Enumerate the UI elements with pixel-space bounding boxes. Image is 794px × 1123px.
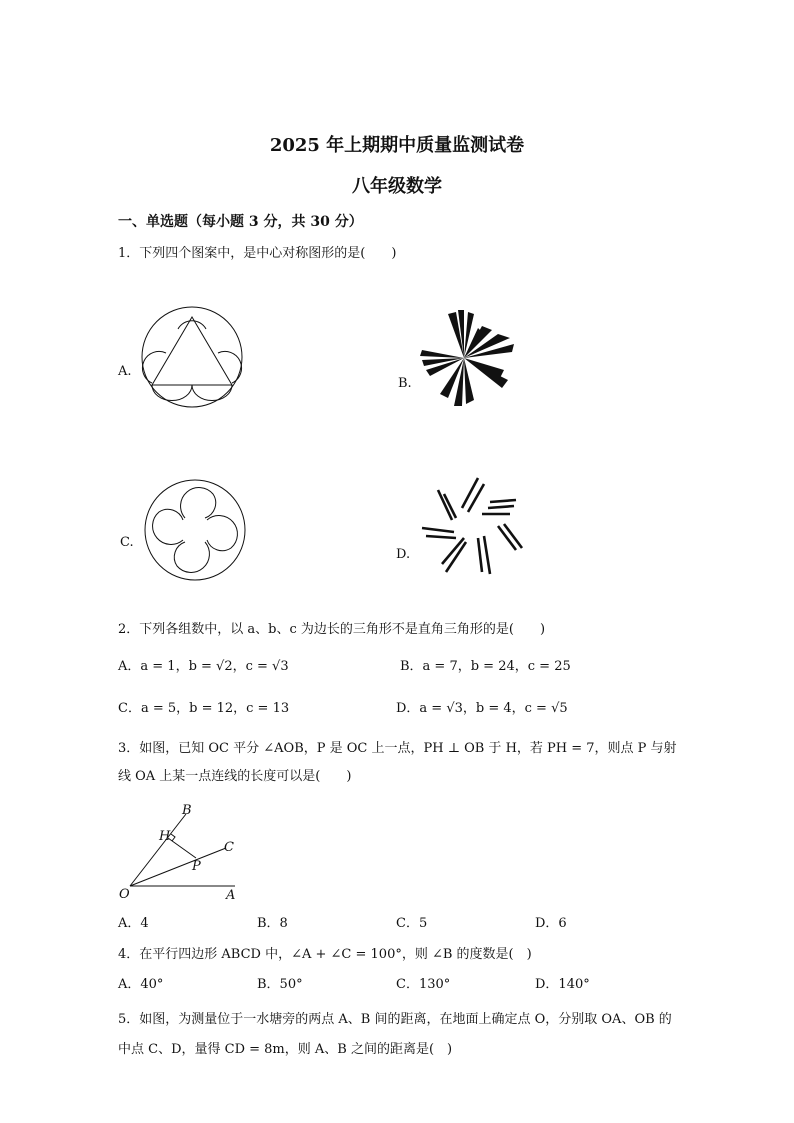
q1-label-c: C. (120, 535, 134, 550)
q1-figure-a (140, 305, 244, 409)
q1-figure-c (143, 478, 247, 582)
q2-option-b[interactable]: B．a = 7，b = 24，c = 25 (400, 659, 571, 674)
q1-figure-b (418, 308, 516, 408)
page-subtitle: 八年级数学 (352, 176, 442, 197)
page-title: 2025 年上期期中质量监测试卷 (269, 135, 525, 156)
q3-angle-figure (118, 800, 246, 904)
q3-option-a[interactable]: A．4 (118, 916, 149, 931)
label-o: O (119, 887, 130, 902)
question-3-stem-line1: 3．如图，已知 OC 平分 ∠AOB，P 是 OC 上一点，PH ⊥ OB 于 H，若 PH = 7，则点 P 与射 (118, 741, 677, 756)
label-h: H (159, 829, 171, 844)
question-1-stem: 1．下列四个图案中，是中心对称图形的是( ) (118, 246, 397, 261)
q3-option-d[interactable]: D．6 (535, 916, 567, 931)
q2-option-a[interactable]: A．a = 1，b = √2，c = √3 (118, 659, 289, 674)
q4-option-d[interactable]: D．140° (535, 977, 590, 992)
q4-option-c[interactable]: C．130° (396, 977, 451, 992)
q1-label-b: B. (398, 376, 412, 391)
q1-figure-d (418, 476, 524, 580)
question-4-stem: 4．在平行四边形 ABCD 中，∠A + ∠C = 100°，则 ∠B 的度数是( ) (118, 947, 532, 962)
question-5-stem-line2: 中点 C、D，量得 CD = 8m，则 A、B 之间的距离是( ) (118, 1042, 453, 1057)
q1-label-d: D. (396, 547, 411, 562)
q4-option-a[interactable]: A．40° (118, 977, 164, 992)
label-a: A (226, 888, 236, 903)
q1-label-a: A. (118, 364, 132, 379)
q2-option-d[interactable]: D．a = √3，b = 4，c = √5 (396, 701, 568, 716)
q3-option-b[interactable]: B．8 (257, 916, 288, 931)
q2-option-c[interactable]: C．a = 5，b = 12，c = 13 (118, 701, 290, 716)
label-p: P (192, 859, 201, 874)
question-3-stem-line2: 线 OA 上某一点连线的长度可以是( ) (118, 769, 352, 784)
question-5-stem-line1: 5．如图，为测量位于一水塘旁的两点 A、B 间的距离，在地面上确定点 O，分别取 OA、OB 的 (118, 1012, 672, 1027)
label-c: C (224, 840, 234, 855)
question-2-stem: 2．下列各组数中，以 a、b、c 为边长的三角形不是直角三角形的是( ) (118, 622, 546, 637)
q3-option-c[interactable]: C．5 (396, 916, 428, 931)
section-heading: 一、单选题（每小题 3 分，共 30 分） (118, 214, 363, 230)
q4-option-b[interactable]: B．50° (257, 977, 303, 992)
label-b: B (182, 803, 192, 818)
